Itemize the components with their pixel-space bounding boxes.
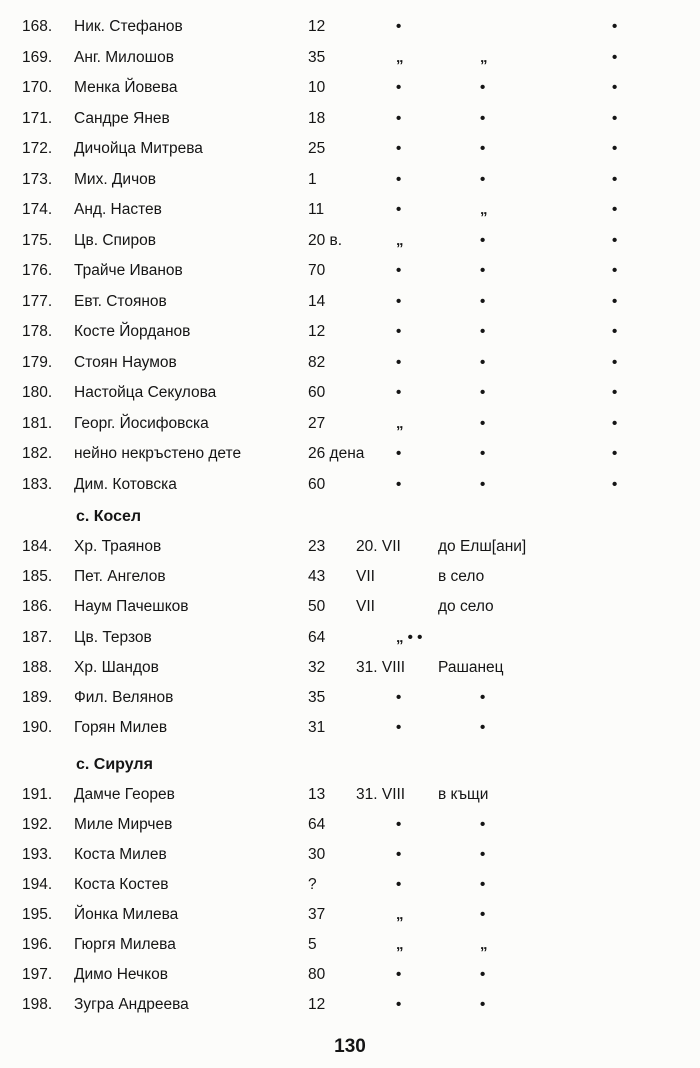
person-name: Дим. Котовска <box>74 475 177 493</box>
entry-number: 196. <box>22 936 53 953</box>
person-name: Фил. Велянов <box>74 689 174 706</box>
ditto-mark: • <box>396 201 402 218</box>
table-row <box>0 562 700 592</box>
person-age: 12 <box>308 996 326 1013</box>
ditto-mark: • <box>480 876 486 893</box>
ditto-mark: • <box>396 170 402 188</box>
place-cell: Рашанец <box>438 658 504 676</box>
ditto-mark: „ • • <box>396 628 423 646</box>
ditto-mark: • <box>480 109 486 127</box>
person-age: 23 <box>308 538 326 555</box>
ditto-mark: „ <box>396 906 404 923</box>
section-heading-kosel: с. Косел <box>76 508 142 525</box>
person-name: Зугра Андреева <box>74 996 189 1013</box>
ditto-mark: • <box>396 475 402 493</box>
person-name: Пет. Ангелов <box>74 568 166 586</box>
entry-number: 195. <box>22 906 53 923</box>
ditto-mark: „ <box>480 201 488 218</box>
person-name: Евт. Стоянов <box>74 292 167 310</box>
table-row <box>0 990 700 1020</box>
person-name: нейно некръстено дете <box>74 445 242 462</box>
ditto-mark: • <box>396 445 402 462</box>
ditto-mark: • <box>612 170 618 188</box>
date-cell: VII <box>356 568 375 586</box>
entry-number: 172. <box>22 140 53 157</box>
ditto-mark: • <box>396 353 402 371</box>
entry-number: 179. <box>22 353 53 371</box>
ditto-mark: • <box>396 966 402 983</box>
ditto-mark: „ <box>396 936 404 953</box>
ditto-mark: • <box>612 445 618 462</box>
table-row <box>0 134 700 164</box>
person-age: 10 <box>308 79 326 96</box>
person-age: 70 <box>308 262 326 279</box>
person-name: Хр. Шандов <box>74 658 159 676</box>
ditto-mark: • <box>480 323 486 340</box>
ditto-mark: • <box>612 292 618 310</box>
ditto-mark: • <box>396 816 402 833</box>
person-age: 50 <box>308 598 326 616</box>
person-age: 20 в. <box>308 231 343 249</box>
ditto-mark: • <box>612 140 618 157</box>
entry-number: 184. <box>22 538 53 555</box>
ditto-mark: • <box>612 262 618 279</box>
ditto-mark: • <box>396 18 402 35</box>
person-name: Менка Йовева <box>74 79 178 96</box>
person-age: 27 <box>308 414 326 432</box>
person-name: Трайче Иванов <box>74 262 183 279</box>
table-row <box>0 870 700 900</box>
person-name: Настойца Секулова <box>74 384 217 401</box>
person-age: 80 <box>308 966 326 983</box>
table-row <box>0 930 700 960</box>
ditto-mark: • <box>480 475 486 493</box>
entry-number: 188. <box>22 658 53 676</box>
person-age: 1 <box>308 170 317 188</box>
table-row <box>0 12 700 42</box>
person-age: 12 <box>308 323 326 340</box>
person-age: 25 <box>308 140 326 157</box>
ditto-mark: • <box>612 414 618 432</box>
ditto-mark: • <box>612 79 618 96</box>
person-age: 5 <box>308 936 317 953</box>
ditto-mark: • <box>612 353 618 371</box>
person-name: Георг. Йосифовска <box>74 414 209 432</box>
entry-number: 187. <box>22 628 53 646</box>
entry-number: 173. <box>22 170 53 188</box>
ditto-mark: • <box>480 996 486 1013</box>
person-age: 64 <box>308 628 326 646</box>
page-number: 130 <box>334 1036 366 1057</box>
entry-number: 176. <box>22 262 53 279</box>
entry-number: 198. <box>22 996 53 1013</box>
table-row <box>0 43 700 73</box>
ditto-mark: • <box>480 966 486 983</box>
person-name: Димо Нечков <box>74 966 168 983</box>
ditto-mark: • <box>480 816 486 833</box>
ditto-mark: • <box>396 719 402 737</box>
table-row <box>0 532 700 562</box>
ditto-mark: „ <box>396 231 404 249</box>
entry-number: 181. <box>22 414 53 432</box>
table-row <box>0 195 700 225</box>
person-name: Сандре Янев <box>74 109 170 127</box>
person-name: Наум Пачешков <box>74 598 189 616</box>
person-name: Дичойца Митрева <box>74 140 203 157</box>
ditto-mark: „ <box>396 414 404 432</box>
ditto-mark: • <box>612 201 618 218</box>
person-name: Йонка Милева <box>74 906 179 923</box>
table-row <box>0 653 700 683</box>
table-row <box>0 623 700 653</box>
table-row <box>0 900 700 930</box>
table-row <box>0 683 700 713</box>
ditto-mark: • <box>396 846 402 863</box>
entry-number: 168. <box>22 18 53 35</box>
person-name: Гюргя Милева <box>74 936 176 953</box>
person-name: Дамче Георев <box>74 786 175 803</box>
table-row <box>0 165 700 195</box>
person-age: 82 <box>308 353 326 371</box>
ditto-mark: • <box>396 79 402 96</box>
entry-number: 170. <box>22 79 53 96</box>
entry-number: 192. <box>22 816 53 833</box>
ditto-mark: • <box>612 109 618 127</box>
ditto-mark: • <box>480 846 486 863</box>
place-cell: до Елш[ани] <box>438 538 527 555</box>
ditto-mark: • <box>396 262 402 279</box>
table-row <box>0 592 700 622</box>
person-age: 11 <box>308 201 325 218</box>
person-name: Ник. Стефанов <box>74 18 183 35</box>
entry-number: 190. <box>22 719 53 737</box>
ditto-mark: • <box>480 689 486 706</box>
entry-number: 191. <box>22 786 53 803</box>
ditto-mark: • <box>612 475 618 493</box>
ditto-mark: • <box>480 262 486 279</box>
person-age: 37 <box>308 906 326 923</box>
entry-number: 177. <box>22 292 53 310</box>
person-age: 14 <box>308 292 326 310</box>
table-row <box>0 287 700 317</box>
person-name: Анд. Настев <box>74 201 162 218</box>
table-row <box>0 348 700 378</box>
ditto-mark: • <box>612 48 618 66</box>
entry-number: 183. <box>22 475 53 493</box>
person-age: 31 <box>308 719 326 737</box>
entry-number: 175. <box>22 231 53 249</box>
ditto-mark: • <box>480 719 486 737</box>
table-row <box>0 780 700 810</box>
person-name: Хр. Траянов <box>74 538 162 555</box>
person-name: Коста Милев <box>74 846 167 863</box>
date-cell: VII <box>356 598 375 616</box>
ditto-mark: • <box>480 140 486 157</box>
person-age: 64 <box>308 816 326 833</box>
entry-number: 182. <box>22 445 53 462</box>
ditto-mark: • <box>396 323 402 340</box>
entry-number: 189. <box>22 689 53 706</box>
ditto-mark: • <box>612 323 618 340</box>
ditto-mark: „ <box>396 48 404 66</box>
person-age: 35 <box>308 689 326 706</box>
person-name: Мих. Дичов <box>74 170 157 188</box>
table-row <box>0 470 700 500</box>
ditto-mark: • <box>612 18 618 35</box>
person-age: 43 <box>308 568 326 586</box>
person-age: 13 <box>308 786 326 803</box>
table-row <box>0 104 700 134</box>
ditto-mark: • <box>480 414 486 432</box>
table-row <box>0 713 700 743</box>
ditto-mark: • <box>480 353 486 371</box>
ditto-mark: • <box>396 689 402 706</box>
entry-number: 186. <box>22 598 53 616</box>
ditto-mark: • <box>396 109 402 127</box>
ditto-mark: • <box>396 384 402 401</box>
ditto-mark: „ <box>480 48 488 66</box>
place-cell: в село <box>438 568 485 586</box>
person-age: 60 <box>308 475 326 493</box>
table-row <box>0 439 700 469</box>
ditto-mark: • <box>480 906 486 923</box>
entry-number: 169. <box>22 48 53 66</box>
table-row <box>0 73 700 103</box>
table-row <box>0 226 700 256</box>
ditto-mark: • <box>396 140 402 157</box>
person-name: Горян Милев <box>74 719 168 737</box>
person-age: ? <box>308 876 317 893</box>
table-row <box>0 256 700 286</box>
table-row <box>0 378 700 408</box>
section-heading-sirulya: с. Сируля <box>76 756 153 773</box>
place-cell: до село <box>438 598 494 616</box>
ditto-mark: • <box>396 876 402 893</box>
person-name: Стоян Наумов <box>74 353 177 371</box>
table-row <box>0 810 700 840</box>
person-name: Коста Костев <box>74 876 169 893</box>
ditto-mark: • <box>480 292 486 310</box>
table-row <box>0 960 700 990</box>
person-age: 18 <box>308 109 326 127</box>
ditto-mark: • <box>396 292 402 310</box>
entry-number: 185. <box>22 568 53 586</box>
entry-number: 193. <box>22 846 53 863</box>
ditto-mark: • <box>612 231 618 249</box>
date-cell: 31. VIII <box>356 658 406 676</box>
person-name: Цв. Спиров <box>74 231 157 249</box>
ditto-mark: • <box>480 170 486 188</box>
table-row <box>0 840 700 870</box>
ditto-mark: • <box>480 79 486 96</box>
person-name: Цв. Терзов <box>74 628 152 646</box>
ditto-mark: • <box>396 996 402 1013</box>
person-age: 32 <box>308 658 326 676</box>
place-cell: в къщи <box>438 786 489 803</box>
ditto-mark: • <box>612 384 618 401</box>
person-name: Миле Мирчев <box>74 816 173 833</box>
ditto-mark: • <box>480 231 486 249</box>
ditto-mark: • <box>480 384 486 401</box>
ditto-mark: • <box>480 445 486 462</box>
ditto-mark: „ <box>480 936 488 953</box>
table-row <box>0 317 700 347</box>
entry-number: 180. <box>22 384 53 401</box>
person-age: 12 <box>308 18 326 35</box>
entry-number: 171. <box>22 109 53 127</box>
person-name: Анг. Милошов <box>74 48 174 66</box>
person-age: 26 дена <box>308 445 365 462</box>
entry-number: 194. <box>22 876 53 893</box>
person-age: 60 <box>308 384 326 401</box>
person-age: 30 <box>308 846 326 863</box>
date-cell: 20. VII <box>356 538 401 555</box>
date-cell: 31. VIII <box>356 786 406 803</box>
person-age: 35 <box>308 48 326 66</box>
entry-number: 178. <box>22 323 53 340</box>
table-row <box>0 409 700 439</box>
entry-number: 197. <box>22 966 53 983</box>
entry-number: 174. <box>22 201 53 218</box>
person-name: Косте Йорданов <box>74 323 191 340</box>
